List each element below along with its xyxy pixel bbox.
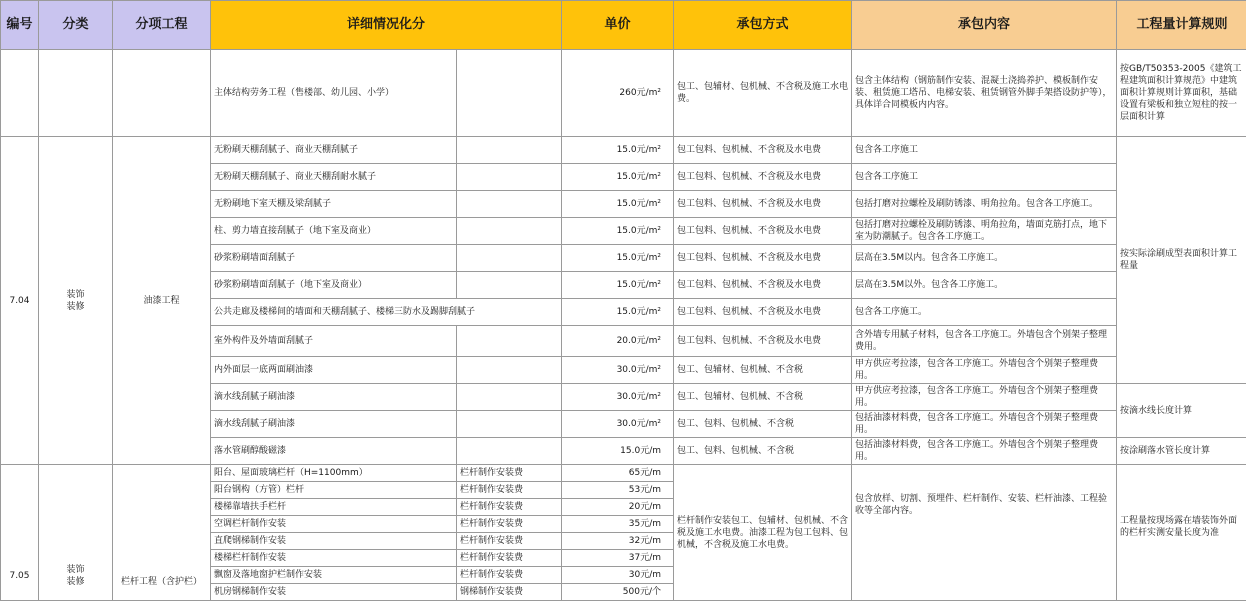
fee-type-cell[interactable]: 栏杆制作安装费 [457,567,562,584]
mode-cell[interactable]: 包工包料、包机械、不含税及水电费 [674,245,852,272]
content-cell[interactable]: 层高在3.5M以外。包含各工序施工。 [852,272,1117,299]
price-cell[interactable]: 15.0元/m² [562,245,674,272]
price-cell[interactable]: 65元/m [562,465,674,482]
table-row [1,465,1246,482]
detail-cell[interactable]: 主体结构劳务工程（售楼部、幼儿园、小学） [211,50,457,137]
fee-type-cell[interactable]: 栏杆制作安装费 [457,465,562,482]
price-cell[interactable]: 30元/m [562,567,674,584]
mode-cell[interactable]: 包工包料、包机械、不含税及水电费 [674,326,852,357]
rule-cell[interactable]: 按滴水线长度计算 [1117,384,1246,438]
price-cell[interactable]: 15.0元/m² [562,299,674,326]
detail-cell[interactable]: 柱、剪力墙直接刮腻子（地下室及商业） [211,218,457,245]
mode-cell[interactable]: 栏杆制作安装包工、包辅材、包机械、不含税及施工水电费。油漆工程为包工包料、包机械，不含税及施工水电费。 [674,465,852,601]
mode-cell[interactable]: 包工包料、包机械、不含税及水电费 [674,272,852,299]
content-cell[interactable]: 包含各工序施工 [852,164,1117,191]
detail-cell[interactable]: 砂浆粉刷墙面刮腻子 [211,245,457,272]
content-cell[interactable]: 包括打磨对拉螺栓及刷防锈漆、明角拉角，墙面克筋打点，地下室为防潮腻子。包含各工序施工。 [852,218,1117,245]
detail-cell[interactable]: 滴水线刮腻子刷油漆 [211,411,457,438]
header-category: 分类 [39,1,113,50]
fee-type-cell[interactable]: 钢梯制作安装费 [457,584,562,601]
content-cell[interactable]: 包括油漆材料费，包含各工序施工。外墙包含个别架子整理费用。 [852,438,1117,465]
detail-cell[interactable]: 无粉刷天棚刮腻子、商业天棚刮腻子 [211,137,457,164]
price-cell[interactable]: 30.0元/m² [562,384,674,411]
content-cell[interactable]: 包含各工序施工。 [852,299,1117,326]
fee-type-cell[interactable]: 栏杆制作安装费 [457,516,562,533]
detail-cell[interactable]: 滴水线刮腻子刷油漆 [211,384,457,411]
price-cell[interactable]: 37元/m [562,550,674,567]
content-cell[interactable]: 甲方供应考拉漆，包含各工序施工。外墙包含个别架子整理费用。 [852,384,1117,411]
fee-type-cell[interactable]: 栏杆制作安装费 [457,533,562,550]
price-cell[interactable]: 15.0元/m² [562,164,674,191]
mode-cell[interactable]: 包工、包料、包机械、不含税 [674,438,852,465]
rule-cell[interactable]: 工程量按现场露在墙装饰外面的栏杆实测安量长度为准 [1117,465,1246,601]
detail-cell[interactable]: 砂浆粉刷墙面刮腻子（地下室及商业） [211,272,457,299]
content-cell[interactable]: 包含各工序施工 [852,137,1117,164]
section-category[interactable]: 装饰 装修 [39,137,113,465]
detail-cell[interactable]: 公共走廊及楼梯间的墙面和天棚刮腻子、楼梯三防水及踢脚刮腻子 [211,299,562,326]
table-row [1,137,1246,164]
header-sub-item: 分项工程 [113,1,211,50]
fee-type-cell[interactable]: 栏杆制作安装费 [457,499,562,516]
rule-cell[interactable]: 按实际涂刷成型表面积计算工程量 [1117,137,1246,384]
detail-cell[interactable]: 直爬钢梯制作安装 [211,533,457,550]
detail-cell[interactable]: 空调栏杆制作安装 [211,516,457,533]
detail-cell[interactable]: 室外构件及外墙面刮腻子 [211,326,457,357]
content-cell[interactable]: 包含主体结构（钢筋制作安装、混凝土浇捣养护、模板制作安装、租赁施工塔吊、电梯安装、租赁钢管外脚手架搭设防护等），具体详合同模板内内容。 [852,50,1117,137]
header-quantity-rule: 工程量计算规则 [1117,1,1246,50]
price-cell[interactable]: 500元/个 [562,584,674,601]
price-cell[interactable]: 53元/m [562,482,674,499]
price-cell[interactable]: 35元/m [562,516,674,533]
mode-cell[interactable]: 包工、包辅材、包机械、不含税 [674,384,852,411]
price-cell[interactable]: 15.0元/m [562,438,674,465]
fee-type-cell[interactable]: 栏杆制作安装费 [457,482,562,499]
table-row [1,50,1246,137]
content-cell[interactable]: 甲方供应考拉漆，包含各工序施工。外墙包含个别架子整理费用。 [852,357,1117,384]
header-number: 编号 [1,1,39,50]
section-number[interactable]: 7.04 [1,137,39,465]
mode-cell[interactable]: 包工包料、包机械、不含税及水电费 [674,137,852,164]
price-cell[interactable]: 15.0元/m² [562,272,674,299]
detail-cell[interactable]: 无粉刷地下室天棚及梁刮腻子 [211,191,457,218]
price-cell[interactable]: 20.0元/m² [562,326,674,357]
mode-cell[interactable]: 包工包料、包机械、不含税及水电费 [674,191,852,218]
content-cell[interactable]: 包含放样、切割、预埋件、栏杆制作、安装、栏杆油漆、工程验收等全部内容。 [852,465,1117,601]
detail-cell[interactable]: 飘窗及落地窗护栏制作安装 [211,567,457,584]
mode-cell[interactable]: 包工、包辅材、包机械、不含税及施工水电费。 [674,50,852,137]
price-cell[interactable]: 15.0元/m² [562,191,674,218]
mode-cell[interactable]: 包工包料、包机械、不含税及水电费 [674,164,852,191]
content-cell[interactable]: 层高在3.5M以内。包含各工序施工。 [852,245,1117,272]
detail-cell[interactable]: 阳台钢构（方管）栏杆 [211,482,457,499]
mode-cell[interactable]: 包工、包辅材、包机械、不含税 [674,357,852,384]
header-unit-price: 单价 [562,1,674,50]
price-cell[interactable]: 30.0元/m² [562,357,674,384]
detail-cell[interactable]: 楼梯靠墙扶手栏杆 [211,499,457,516]
section-sub-item[interactable]: 栏杆工程（含护栏） [113,465,211,601]
detail-cell[interactable]: 内外面层一底两面刷油漆 [211,357,457,384]
mode-cell[interactable]: 包工包料、包机械、不含税及水电费 [674,299,852,326]
price-cell[interactable]: 30.0元/m² [562,411,674,438]
detail-cell[interactable]: 机房钢梯制作安装 [211,584,457,601]
detail-cell[interactable]: 落水管刷醇酸磁漆 [211,438,457,465]
rule-cell[interactable]: 按涂刷落水管长度计算 [1117,438,1246,465]
section-sub-item[interactable]: 油漆工程 [113,137,211,465]
price-cell[interactable]: 15.0元/m² [562,218,674,245]
price-cell[interactable]: 32元/m [562,533,674,550]
fee-type-cell[interactable]: 栏杆制作安装费 [457,550,562,567]
header-contract-mode: 承包方式 [674,1,852,50]
price-cell[interactable]: 20元/m [562,499,674,516]
header-row [1,1,1246,50]
mode-cell[interactable]: 包工包料、包机械、不含税及水电费 [674,218,852,245]
content-cell[interactable]: 包括打磨对拉螺栓及刷防锈漆、明角拉角。包含各工序施工。 [852,191,1117,218]
content-cell[interactable]: 包括油漆材料费，包含各工序施工。外墙包含个别架子整理费用。 [852,411,1117,438]
rule-cell[interactable]: 按GB/T50353-2005《建筑工程建筑面积计算规范》中建筑面积计算规则计算面积，基础设置有梁板和独立短柱的按一层面积计算 [1117,50,1246,137]
header-detail: 详细情况化分 [211,1,562,50]
detail-cell[interactable]: 阳台、屋面玻璃栏杆（H=1100mm） [211,465,457,482]
detail-cell[interactable]: 楼梯栏杆制作安装 [211,550,457,567]
content-cell[interactable]: 含外墙专用腻子材料，包含各工序施工。外墙包含个别架子整理费用。 [852,326,1117,357]
header-contract-content: 承包内容 [852,1,1117,50]
price-cell[interactable]: 15.0元/m² [562,137,674,164]
price-cell[interactable]: 260元/m² [562,50,674,137]
section-number[interactable]: 7.05 [1,465,39,601]
section-category[interactable]: 装饰 装修 [39,465,113,601]
detail-cell[interactable]: 无粉刷天棚刮腻子、商业天棚刮耐水腻子 [211,164,457,191]
mode-cell[interactable]: 包工、包料、包机械、不含税 [674,411,852,438]
